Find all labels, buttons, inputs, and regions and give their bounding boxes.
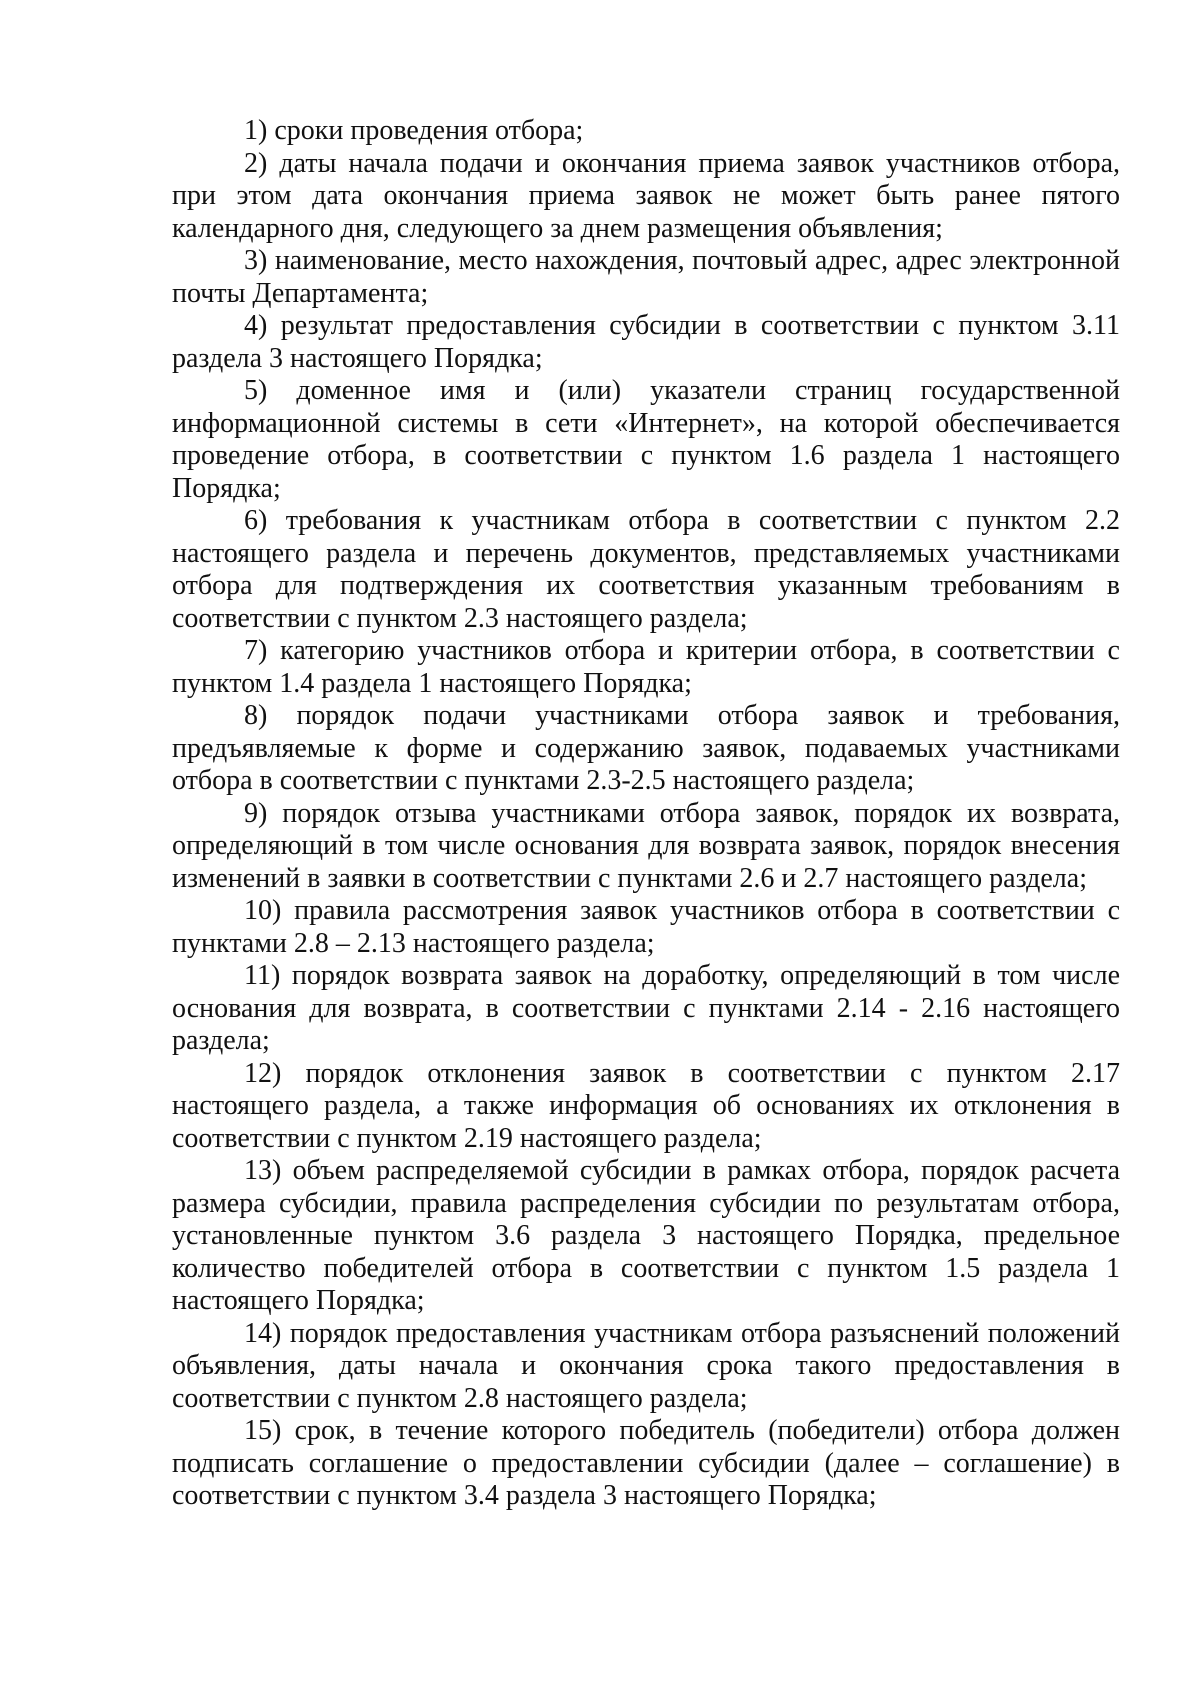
list-item-12: 12) порядок отклонения заявок в соответствии с пунктом 2.17 настоящего раздела, а также информация об основаниях их отклонения в соответствии с пунктом 2.19 настоящего раздела;	[172, 1057, 1120, 1154]
list-item-15: 15) срок, в течение которого победитель (победители) отбора должен подписать соглашение о предоставлении субсидии (далее – соглашение) в соответствии с пунктом 3.4 раздела 3 настоящего Порядка;	[172, 1415, 1120, 1511]
list-item-6: 6) требования к участникам отбора в соответствии с пунктом 2.2 настоящего раздела и перечень документов, представляемых участниками отбора для подтверждения их соответствия указанным требованиям в соответствии с пунктом 2.3 настоящего раздела;	[172, 505, 1120, 634]
list-item-9: 9) порядок отзыва участниками отбора заявок, порядок их возврата, определяющий в том числе основания для возврата заявок, порядок внесения изменений в заявки в соответствии с пунктами 2.6 и 2.7 настоящего раздела;	[172, 797, 1120, 894]
list-item-7: 7) категорию участников отбора и критерии отбора, в соответствии с пунктом 1.4 раздела 1 настоящего Порядка;	[172, 635, 1120, 699]
list-item-11: 11) порядок возврата заявок на доработку, определяющий в том числе основания для возврата, в соответствии с пунктами 2.14 - 2.16 настоящего раздела;	[172, 960, 1120, 1056]
list-item-2: 2) даты начала подачи и окончания приема заявок участников отбора, при этом дата окончания приема заявок не может быть ранее пятого календарного дня, следующего за днем размещения объявления;	[172, 147, 1120, 244]
list-item-3: 3) наименование, место нахождения, почтовый адрес, адрес электронной почты Департамента;	[172, 245, 1120, 309]
list-item-13: 13) объем распределяемой субсидии в рамках отбора, порядок расчета размера субсидии, правила распределения субсидии по результатам отбора, установленные пунктом 3.6 раздела 3 настоящего Порядка, предельное количество победителей отбора в соответствии с пунктом 1.5 раздела 1 настоящего Порядка;	[172, 1155, 1120, 1316]
document-page	[172, 115, 1120, 1513]
list-item-1: 1) сроки проведения отбора;	[244, 115, 584, 146]
list-item-5: 5) доменное имя и (или) указатели страниц государственной информационной системы в сети «Интернет», на которой обеспечивается проведение отбора, в соответствии с пунктом 1.6 раздела 1 настоящего Порядка;	[172, 375, 1120, 504]
list-item-14: 14) порядок предоставления участникам отбора разъяснений положений объявления, даты начала и окончания срока такого предоставления в соответствии с пунктом 2.8 настоящего раздела;	[172, 1317, 1120, 1414]
list-item-8: 8) порядок подачи участниками отбора заявок и требования, предъявляемые к форме и содержанию заявок, подаваемых участниками отбора в соответствии с пунктами 2.3-2.5 настоящего раздела;	[172, 700, 1120, 796]
list-item-4: 4) результат предоставления субсидии в соответствии с пунктом 3.11 раздела 3 настоящего Порядка;	[172, 310, 1120, 374]
list-item-10: 10) правила рассмотрения заявок участников отбора в соответствии с пунктами 2.8 – 2.13 настоящего раздела;	[172, 895, 1120, 959]
